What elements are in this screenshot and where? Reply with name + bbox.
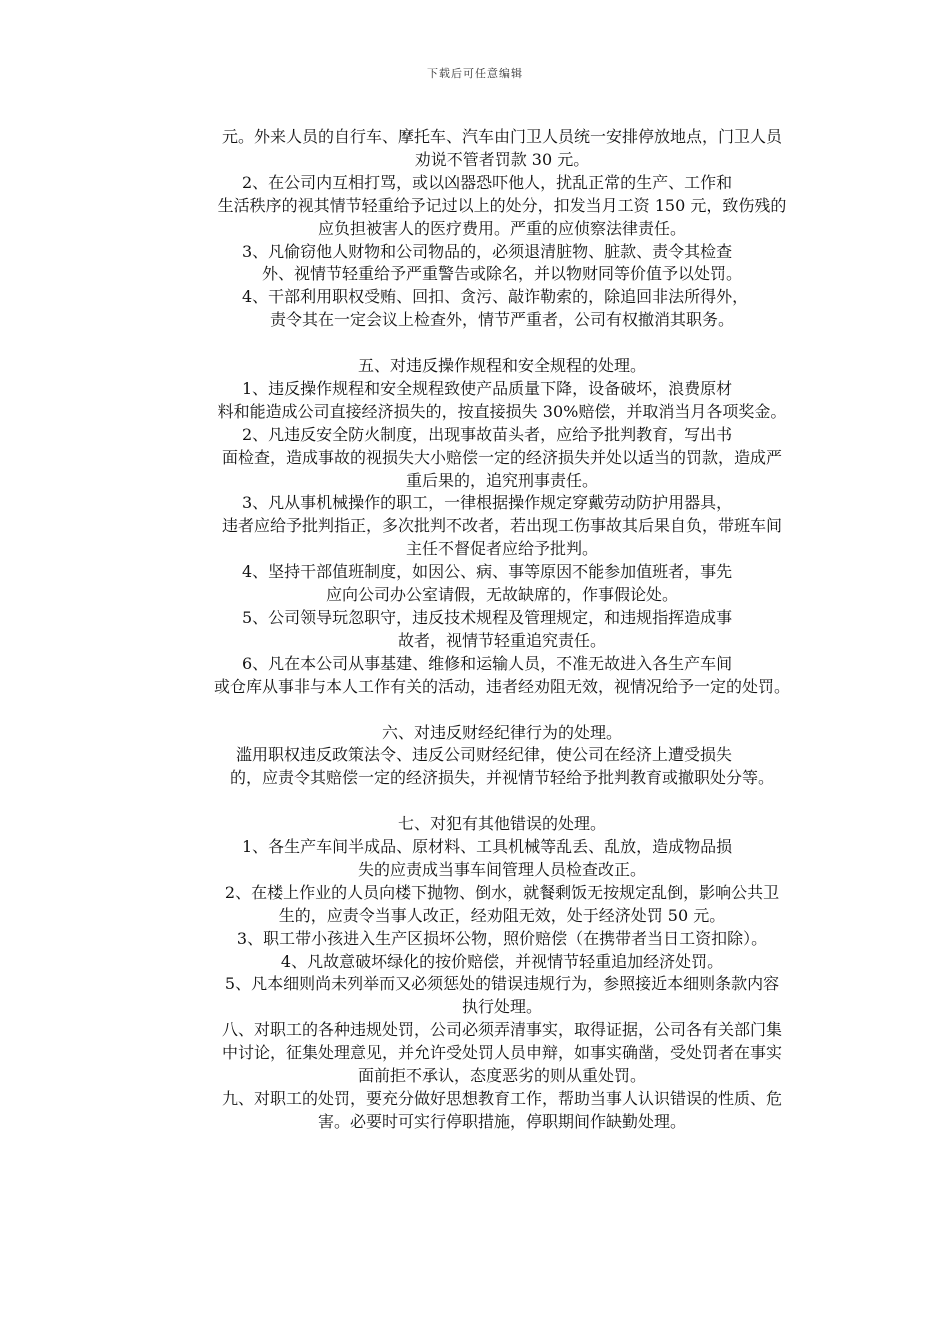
text-line: 4、坚持干部值班制度，如因公、病、事等原因不能参加值班者，事先 — [242, 562, 733, 582]
text-line: 生活秩序的视其情节轻重给予记过以上的处分，扣发当月工资 150 元，致伤残的 — [217, 195, 787, 215]
section-heading-7: 七、对犯有其他错误的处理。 — [397, 814, 606, 834]
paragraph-7-4 — [162, 951, 842, 974]
text-line: 违者应给予批判指正，多次批判不改者，若出现工伤事故其后果自负，带班车间 — [221, 516, 782, 536]
text-line: 4、干部利用职权受贿、回扣、贪污、敲诈勒索的，除追回非法所得外， — [242, 287, 749, 307]
text-line: 中讨论，征集处理意见，并允许受处罚人员申辩，如事实确凿，受处罚者在事实 — [221, 1043, 782, 1063]
section-heading-5: 五、对违反操作规程和安全规程的处理。 — [357, 356, 646, 376]
text-line: 滥用职权违反政策法令、违反公司财经纪律，使公司在经济上遭受损失 — [236, 745, 733, 765]
text-line: 主任不督促者应给予批判。 — [405, 539, 598, 559]
paragraph-6 — [162, 744, 842, 790]
text-line: 故者，视情节轻重追究责任。 — [397, 630, 606, 650]
text-line: 5、公司领导玩忽职守，违反技术规程及管理规定，和违规指挥造成事 — [242, 608, 733, 628]
section-9 — [162, 1088, 842, 1134]
text-line: 3、凡偷窃他人财物和公司物品的，必须退清脏物、脏款、责令其检查 — [242, 241, 733, 261]
paragraph-7-1 — [162, 836, 842, 882]
section-heading-6: 六、对违反财经纪律行为的处理。 — [381, 722, 622, 742]
text-line: 2、在楼上作业的人员向楼下抛物、倒水，就餐剩饭无按规定乱倒，影响公共卫 — [224, 882, 780, 902]
paragraph-7-2 — [162, 882, 842, 928]
paragraph-item-2 — [162, 172, 842, 241]
text-line: 应向公司办公室请假，无故缺席的，作事假论处。 — [325, 585, 678, 605]
text-line: 或仓库从事非与本人工作有关的活动，违者经劝阻无效，视情况给予一定的处罚。 — [213, 676, 790, 696]
text-line: 八、对职工的各种违规处罚，公司必须弄清事实，取得证据，公司各有关部门集 — [221, 1020, 782, 1040]
text-line: 2、凡违反安全防火制度，出现事故苗头者，应给予批判教育，写出书 — [242, 424, 733, 444]
paragraph-item-4 — [162, 286, 842, 332]
text-line: 3、职工带小孩进入生产区损坏公物，照价赔偿（在携带者当日工资扣除）。 — [236, 928, 768, 948]
text-line: 1、违反操作规程和安全规程致使产品质量下降，设备破坏，浪费原材 — [242, 378, 733, 398]
section-8 — [162, 1019, 842, 1088]
text-line: 2、在公司内互相打骂，或以凶器恐吓他人，扰乱正常的生产、工作和 — [242, 172, 733, 192]
text-line: 生的，应责令当事人改正，经劝阻无效，处于经济处罚 50 元。 — [278, 905, 726, 925]
text-line: 5、凡本细则尚未列举而又必须惩处的错误违规行为，参照接近本细则条款内容 — [224, 974, 780, 994]
text-line: 的，应责令其赔偿一定的经济损失，并视情节轻给予批判教育或撤职处分等。 — [229, 768, 774, 788]
text-line: 面前拒不承认，态度恶劣的则从重处罚。 — [357, 1066, 646, 1086]
document-body — [162, 126, 842, 1134]
page-header: 下载后可任意编辑 — [427, 67, 523, 80]
paragraph-5-4 — [162, 561, 842, 607]
text-line: 6、凡在本公司从事基建、维修和运输人员，不准无故进入各生产车间 — [242, 653, 733, 673]
text-line: 元。外来人员的自行车、摩托车、汽车由门卫人员统一安排停放地点，门卫人员 — [221, 127, 782, 146]
paragraph-disorder-end — [162, 126, 842, 172]
paragraph-7-3 — [162, 928, 842, 951]
paragraph-item-3 — [162, 241, 842, 287]
text-line: 九、对职工的处罚，要充分做好思想教育工作，帮助当事人认识错误的性质、危 — [221, 1089, 782, 1109]
paragraph-7-5 — [162, 973, 842, 1019]
text-line: 失的应责成当事车间管理人员检查改正。 — [357, 859, 646, 879]
paragraph-5-6 — [162, 653, 842, 699]
text-line: 4、凡故意破坏绿化的按价赔偿，并视情节轻重追加经济处罚。 — [280, 951, 724, 971]
paragraph-5-5 — [162, 607, 842, 653]
paragraph-5-2 — [162, 424, 842, 493]
spacer — [162, 699, 842, 722]
paragraph-5-3 — [162, 492, 842, 561]
text-line: 外、视情节轻重给予严重警告或除名，并以物财同等价值予以处罚。 — [261, 264, 742, 284]
paragraph-5-1 — [162, 378, 842, 424]
text-line: 面检查，造成事故的视损失大小赔偿一定的经济损失并处以适当的罚款，造成严 — [221, 447, 782, 467]
text-line: 执行处理。 — [461, 997, 542, 1017]
text-line: 害。必要时可实行停职措施，停职期间作缺勤处理。 — [317, 1111, 686, 1131]
text-line: 劝说不管者罚款 30 元。 — [414, 149, 590, 169]
text-line: 1、各生产车间半成品、原材料、工具机械等乱丢、乱放，造成物品损 — [242, 837, 733, 857]
text-line: 重后果的，追究刑事责任。 — [405, 470, 598, 490]
spacer — [162, 332, 842, 355]
text-line: 责令其在一定会议上检查外，情节严重者，公司有权撤消其职务。 — [269, 310, 734, 330]
text-line: 3、凡从事机械操作的职工，一律根据操作规定穿戴劳动防护用器具， — [242, 493, 733, 513]
text-line: 应负担被害人的医疗费用。严重的应侦察法律责任。 — [317, 218, 686, 238]
text-line: 料和能造成公司直接经济损失的，按直接损失 30%赔偿，并取消当月各项奖金。 — [217, 401, 787, 421]
spacer — [162, 790, 842, 813]
